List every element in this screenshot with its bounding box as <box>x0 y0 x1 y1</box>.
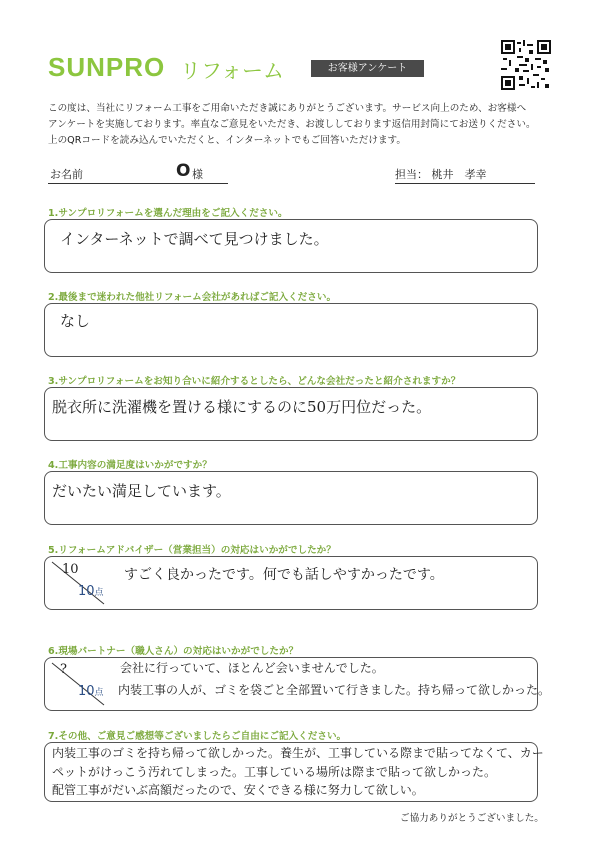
score-unit-5: 点 <box>94 588 104 598</box>
staff-name: 桃井 孝幸 <box>431 168 487 181</box>
answer-7-line-2: ペットがけっこう汚れてしまった。工事している場所は際まで貼って欲しかった。 <box>52 765 497 779</box>
intro-line: この度は、当社にリフォーム工事をご用命いただき誠にありがとうございます。サービス向上のため、お客様へ <box>48 103 527 114</box>
customer-name-suffix: 様 <box>192 168 203 181</box>
score-written-6: ? <box>60 662 67 677</box>
company-logo-sub: リフォーム <box>180 59 284 83</box>
answer-5: すごく良かったです。何でも話しやすかったです。 <box>124 567 444 583</box>
intro-line: 上のQRコードを読み込んでいただくと、インターネットでもご回答いただけます。 <box>48 135 406 146</box>
customer-name-value: O <box>176 161 191 181</box>
answer-6-line-1: 会社に行っていて、ほとんど会いませんでした。 <box>120 661 384 675</box>
answer-4: だいたい満足しています。 <box>52 482 231 500</box>
score-written-5: 10 <box>62 562 79 577</box>
score-divider-5 <box>44 556 114 608</box>
intro-line: アンケートを実施しております。率直なご意見をいただき、お渡ししております返信用封筒にてお送りください。 <box>48 119 536 130</box>
answer-7-line-1: 内装工事のゴミを持ち帰って欲しかった。養生が、工事している際まで貼ってなくて、カー <box>52 746 544 760</box>
answer-box-2 <box>44 303 538 357</box>
name-underline <box>48 183 228 184</box>
thanks-text: ご協力ありがとうございました。 <box>400 813 544 824</box>
staff-underline <box>395 183 535 184</box>
question-6: 6.現場パートナー（職人さん）の対応はいかがでしたか？ <box>48 646 299 657</box>
score-print-6 <box>78 684 104 699</box>
answer-2: なし <box>60 312 91 330</box>
survey-badge: お客様アンケート <box>311 60 424 77</box>
qr-code-icon <box>501 40 551 90</box>
staff-field <box>395 166 487 182</box>
score-divider-6 <box>44 657 114 709</box>
score-unit-6: 点 <box>94 688 104 698</box>
question-2: 2.最後まで迷われた他社リフォーム会社があればご記入ください。 <box>48 292 337 303</box>
answer-6-line-2: 内装工事の人が、ゴミを袋ごと全部置いて行きました。持ち帰って欲しかった。 <box>118 683 551 697</box>
question-1: 1.サンプロリフォームを選んだ理由をご記入ください。 <box>48 208 288 219</box>
question-5: 5.リフォームアドバイザー（営業担当）の対応はいかがでしたか？ <box>48 545 336 556</box>
company-logo: SUNPRO <box>48 52 166 82</box>
answer-7-line-3: 配管工事がだいぶ高額だったので、安くできる様に努力して欲しい。 <box>52 783 424 797</box>
score-max-6: 10 <box>78 684 95 699</box>
answer-3: 脱衣所に洗濯機を置ける様にするのに50万円位だった。 <box>52 398 432 416</box>
answer-1: インターネットで調べて見つけました。 <box>60 230 329 248</box>
score-print-5 <box>78 584 104 599</box>
customer-name-label: お名前 <box>50 168 83 181</box>
intro-text <box>48 101 548 149</box>
question-4: 4.工事内容の満足度はいかがですか？ <box>48 460 212 471</box>
staff-label: 担当： <box>395 168 428 181</box>
score-max-5: 10 <box>78 584 95 599</box>
question-7: 7.その他、ご意見ご感想等ございましたらご自由にご記入ください。 <box>48 731 347 742</box>
question-3: 3.サンプロリフォームをお知り合いに紹介するとしたら、どんな会社だったと紹介されますか？ <box>48 376 461 387</box>
